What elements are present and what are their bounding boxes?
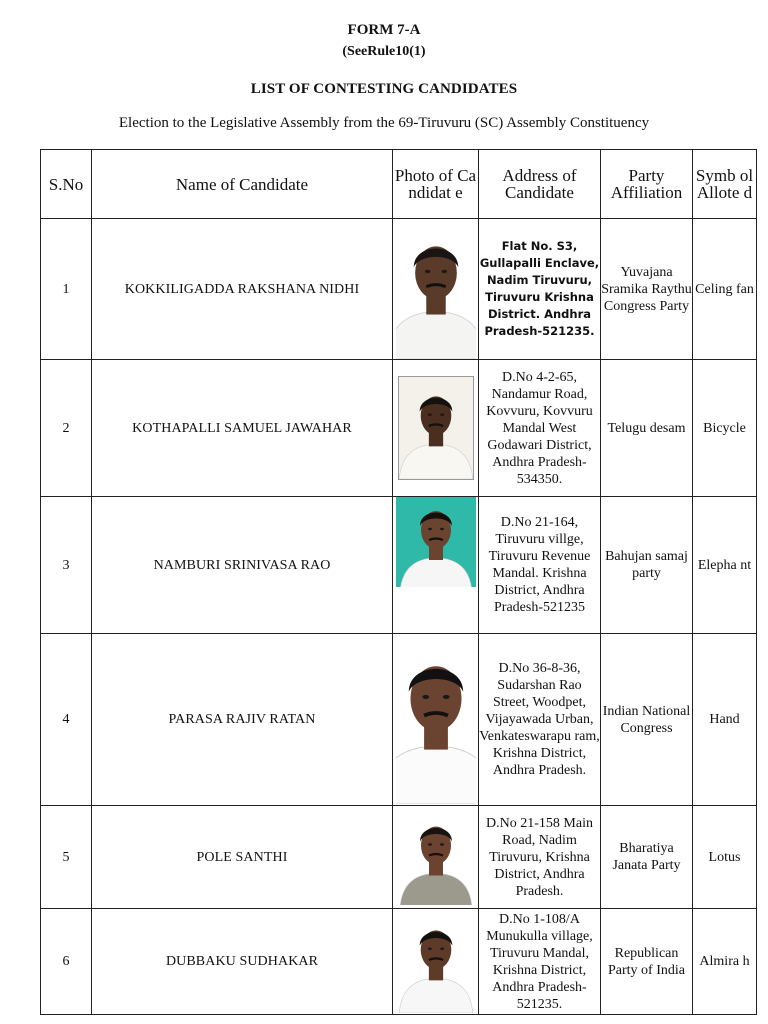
cell-name: KOTHAPALLI SAMUEL JAWAHAR: [92, 360, 393, 497]
candidate-photo: [396, 497, 476, 587]
table-row: [41, 360, 757, 497]
cell-address: Flat No. S3, Gullapalli Enclave, Nadim Tiruvuru, Tiruvuru Krishna District. Andhra Pradesh-521235.: [479, 219, 601, 360]
cell-address: D.No 36-8-36, Sudarshan Rao Street, Woodpet, Vijayawada Urban, Venkateswarapu ram, Krishna District, Andhra Pradesh.: [479, 634, 601, 806]
cell-address: D.No 4-2-65, Nandamur Road, Kovvuru, Kovvuru Mandal West Godawari District, Andhra Pradesh-534350.: [479, 360, 601, 497]
cell-photo: [393, 634, 479, 806]
header-symbol: Symb ol Allote d: [693, 150, 757, 219]
portrait-image: [399, 377, 473, 479]
cell-party: Bahujan samaj party: [601, 497, 693, 634]
candidate-photo: [396, 220, 476, 359]
portrait-image: [396, 220, 476, 359]
cell-address: D.No 21-164, Tiruvuru villge, Tiruvuru Revenue Mandal. Krishna District, Andhra Pradesh-521235: [479, 497, 601, 634]
candidate-photo: [398, 376, 474, 480]
portrait-eye-left: [427, 414, 431, 416]
cell-sno: 6: [41, 909, 92, 1015]
portrait-image: [396, 810, 476, 905]
document-subtitle: Election to the Legislative Assembly from the 69-Tiruvuru (SC) Assembly Constituency: [118, 115, 650, 131]
portrait-eye-left: [428, 843, 432, 845]
portrait-eye-left: [422, 695, 429, 699]
cell-name: POLE SANTHI: [92, 806, 393, 909]
cell-photo: [393, 497, 479, 634]
cell-party: Republican Party of India: [601, 909, 693, 1015]
portrait-eye-right: [440, 947, 444, 949]
cell-name: PARASA RAJIV RATAN: [92, 634, 393, 806]
header-name: Name of Candidate: [92, 150, 393, 219]
cell-address: D.No 1-108/A Munukulla village, Tiruvuru Mandal, Krishna District, Andhra Pradesh-521235.: [479, 909, 601, 1015]
table-row: [41, 497, 757, 634]
portrait-image: [396, 634, 476, 804]
cell-symbol: Hand: [693, 634, 757, 806]
portrait-eye-right: [440, 528, 444, 530]
candidates-table: [40, 149, 757, 1015]
portrait-eye-right: [440, 414, 444, 416]
header-photo: Photo of Candidat e: [393, 150, 479, 219]
header-address: Address of Candidate: [479, 150, 601, 219]
candidate-photo: [396, 810, 476, 905]
cell-address: D.No 21-158 Main Road, Nadim Tiruvuru, Krishna District, Andhra Pradesh.: [479, 806, 601, 909]
portrait-eye-left: [428, 528, 432, 530]
document-title: LIST OF CONTESTING CANDIDATES: [250, 81, 518, 97]
cell-symbol: Almira h: [693, 909, 757, 1015]
cell-party: Yuvajana Sramika Raythu Congress Party: [601, 219, 693, 360]
cell-photo: [393, 806, 479, 909]
cell-photo: [393, 360, 479, 497]
table-row: [41, 634, 757, 806]
portrait-image: [396, 497, 476, 587]
table-row: [41, 219, 757, 360]
cell-name: DUBBAKU SUDHAKAR: [92, 909, 393, 1015]
form-number: FORM 7-A: [347, 22, 421, 38]
cell-name: KOKKILIGADDA RAKSHANA NIDHI: [92, 219, 393, 360]
portrait-shirt: [396, 746, 476, 804]
table-row: [41, 909, 757, 1015]
header-sno: S.No: [41, 150, 92, 219]
table-header-row: [41, 150, 757, 219]
cell-symbol: Celing fan: [693, 219, 757, 360]
header-party: Party Affiliation: [601, 150, 693, 219]
cell-name: NAMBURI SRINIVASA RAO: [92, 497, 393, 634]
cell-photo: [393, 909, 479, 1015]
cell-sno: 5: [41, 806, 92, 909]
cell-party: Bharatiya Janata Party: [601, 806, 693, 909]
cell-sno: 1: [41, 219, 92, 360]
cell-sno: 2: [41, 360, 92, 497]
portrait-eye-right: [440, 843, 444, 845]
table-row: [41, 806, 757, 909]
cell-party: Indian National Congress: [601, 634, 693, 806]
candidate-photo: [397, 911, 475, 1013]
cell-symbol: Lotus: [693, 806, 757, 909]
portrait-eye-left: [424, 269, 430, 272]
portrait-image: [397, 911, 475, 1013]
cell-party: Telugu desam: [601, 360, 693, 497]
form-rule-reference: (SeeRule10(1): [342, 44, 426, 59]
cell-symbol: Bicycle: [693, 360, 757, 497]
portrait-eye-right: [442, 695, 449, 699]
portrait-eye-right: [441, 269, 447, 272]
portrait-shirt: [396, 311, 476, 358]
candidate-photo: [396, 634, 476, 804]
cell-symbol: Elepha nt: [693, 497, 757, 634]
portrait-eye-left: [427, 947, 431, 949]
cell-sno: 3: [41, 497, 92, 634]
cell-photo: [393, 219, 479, 360]
cell-sno: 4: [41, 634, 92, 806]
